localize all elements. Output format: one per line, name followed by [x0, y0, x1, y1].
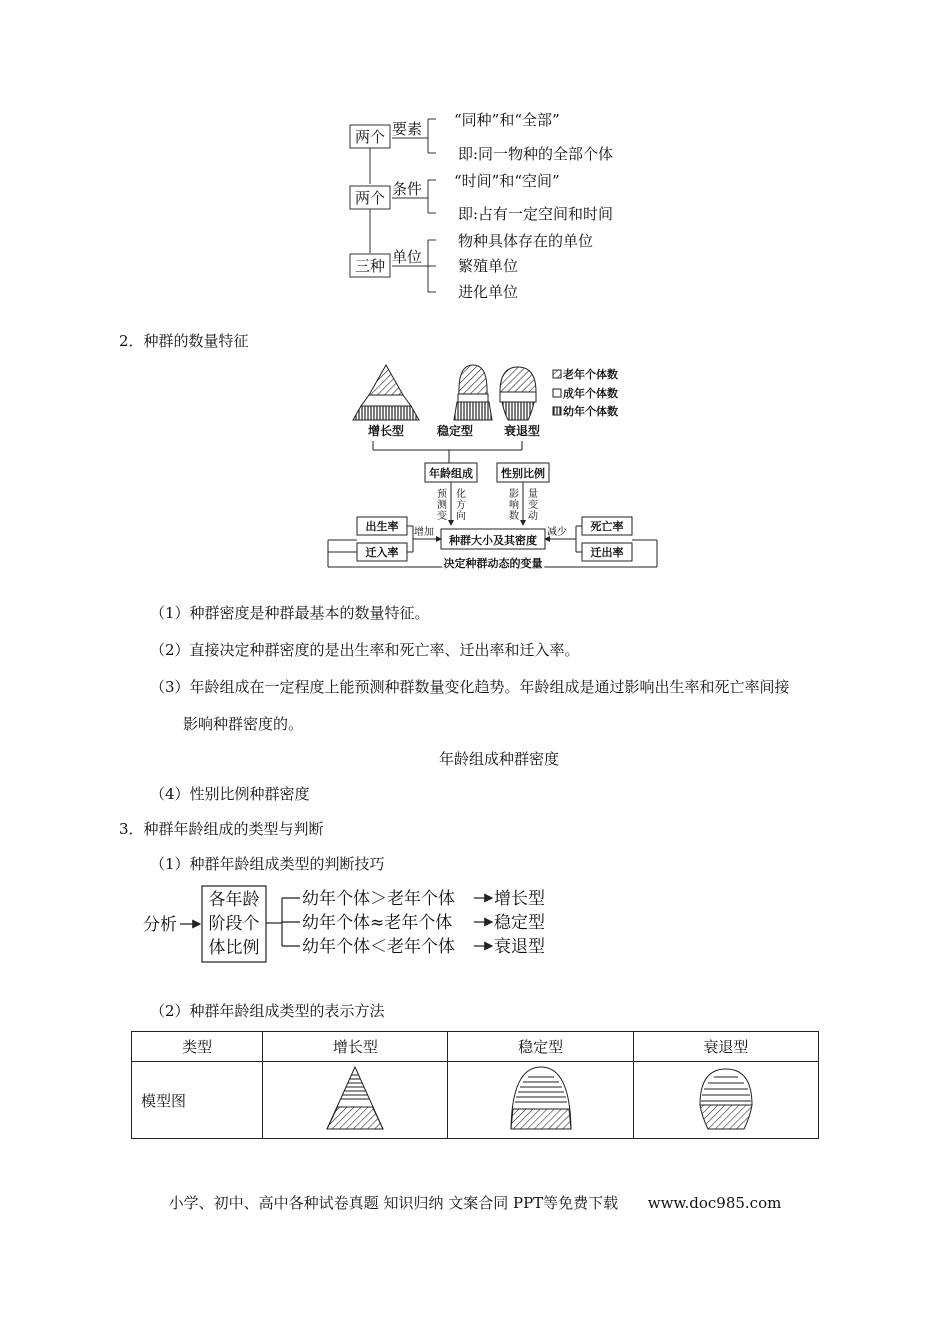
- analysis-label: 分析: [143, 915, 177, 935]
- section3-sub2: （2）种群年龄组成类型的表示方法: [150, 1002, 385, 1020]
- label-stable: 稳定型: [436, 424, 474, 438]
- predict-char-2: 测: [437, 500, 447, 511]
- row2-box: 两个: [354, 189, 386, 207]
- model-growth-cell: [263, 1062, 448, 1139]
- row2-item2: 即:占有一定空间和时间: [458, 205, 614, 223]
- row1-label: 要素: [392, 120, 423, 138]
- point-4: （4）性别比例种群密度: [150, 785, 310, 803]
- section3-heading: 3．种群年龄组成的类型与判断: [119, 820, 324, 838]
- legend-young: 幼年个体数: [563, 405, 618, 418]
- decline-model-figure: [694, 1065, 758, 1131]
- section2-heading: 2．种群的数量特征: [119, 332, 249, 350]
- row2-label: 条件: [392, 180, 423, 198]
- model-decline-cell: [633, 1062, 818, 1139]
- table-header-growth: 增长型: [263, 1032, 448, 1062]
- dynamic-variables-label: 决定种群动态的变量: [443, 557, 543, 570]
- death-rate-box: 死亡率: [590, 520, 624, 533]
- row2-item1: “时间”和“空间”: [454, 172, 560, 190]
- stable-pyramid-figure: [454, 365, 492, 420]
- point-3: （3）年龄组成在一定程度上能预测种群数量变化趋势。年龄组成是通过影响出生率和死亡率间接: [150, 678, 790, 696]
- population-concept-diagram: [340, 105, 660, 310]
- table-header-stable: 稳定型: [448, 1032, 633, 1062]
- affect-char-3: 数: [509, 511, 519, 522]
- quantity-features-figure: [325, 362, 660, 572]
- affect-char-6: 动: [528, 511, 538, 522]
- decline-pyramid-figure: [500, 367, 536, 420]
- predict-char-1: 预: [437, 489, 447, 500]
- row1-box: 两个: [354, 128, 386, 146]
- sex-ratio-box: 性别比例: [501, 467, 545, 480]
- point-2: （2）直接决定种群密度的是出生率和死亡率、迁出率和迁入率。: [150, 641, 580, 659]
- label-decline: 衰退型: [503, 424, 541, 438]
- row3-item1: 物种具体存在的单位: [458, 232, 594, 250]
- point-3-continued: 影响种群密度的。: [183, 715, 304, 733]
- growth-pyramid-figure: [353, 365, 419, 420]
- analysis-box-line2: 阶段个: [208, 914, 260, 934]
- judge-row1-result: 增长型: [494, 889, 545, 909]
- affect-char-4: 量: [528, 489, 538, 500]
- age-structure-box: 年龄组成: [429, 467, 473, 480]
- table-header-decline: 衰退型: [633, 1032, 818, 1062]
- predict-char-5: 方: [456, 500, 466, 511]
- analysis-box-line1: 各年龄: [208, 890, 260, 910]
- judge-row3-condition: 幼年个体＜老年个体: [302, 937, 455, 957]
- analysis-box-line3: 体比例: [208, 938, 260, 958]
- row3-item3: 进化单位: [458, 283, 519, 301]
- judge-row2-condition: 幼年个体≈老年个体: [302, 913, 453, 933]
- judge-row2-result: 稳定型: [494, 913, 545, 933]
- section3-sub1: （1）种群年龄组成类型的判断技巧: [150, 855, 385, 873]
- row1-item2: 即:同一物种的全部个体: [458, 145, 614, 163]
- affect-char-2: 响: [509, 500, 519, 511]
- affect-char-1: 影: [509, 489, 519, 500]
- model-stable-cell: [448, 1062, 633, 1139]
- row3-item2: 繁殖单位: [458, 257, 519, 275]
- birth-rate-box: 出生率: [365, 520, 399, 533]
- predict-char-6: 向: [456, 511, 466, 522]
- footer-link[interactable]: www.doc985.com: [647, 1194, 782, 1212]
- emigration-rate-box: 迁出率: [590, 546, 624, 559]
- label-growth: 增长型: [367, 424, 405, 438]
- legend-old: 老年个体数: [563, 368, 618, 381]
- judge-row3-result: 衰退型: [494, 937, 545, 957]
- legend-adult: 成年个体数: [563, 387, 618, 400]
- footer-text: 小学、初中、高中各种试卷真题 知识归纳 文案合同 PPT等免费下载: [168, 1194, 619, 1212]
- predict-char-3: 变: [437, 511, 447, 522]
- stable-model-figure: [506, 1065, 576, 1131]
- center-line: 年龄组成种群密度: [439, 750, 560, 768]
- population-density-box: 种群大小及其密度: [449, 534, 537, 547]
- predict-char-4: 化: [456, 489, 466, 500]
- increase-label: 增加: [414, 527, 434, 538]
- table-row-label: 模型图: [132, 1062, 263, 1139]
- table-header-type: 类型: [132, 1032, 263, 1062]
- decrease-label: 减少: [547, 527, 567, 538]
- growth-model-figure: [325, 1065, 385, 1131]
- page-footer: [0, 1192, 950, 1213]
- row3-label: 单位: [392, 248, 423, 266]
- row3-box: 三种: [354, 257, 386, 275]
- age-type-judgement-diagram: [140, 882, 560, 964]
- affect-char-5: 变: [528, 500, 538, 511]
- point-1: （1）种群密度是种群最基本的数量特征。: [150, 604, 430, 622]
- row1-item1: “同种”和“全部”: [454, 111, 560, 129]
- immigration-rate-box: 迁入率: [365, 546, 399, 559]
- age-type-model-table: [131, 1031, 819, 1139]
- judge-row1-condition: 幼年个体＞老年个体: [302, 889, 455, 909]
